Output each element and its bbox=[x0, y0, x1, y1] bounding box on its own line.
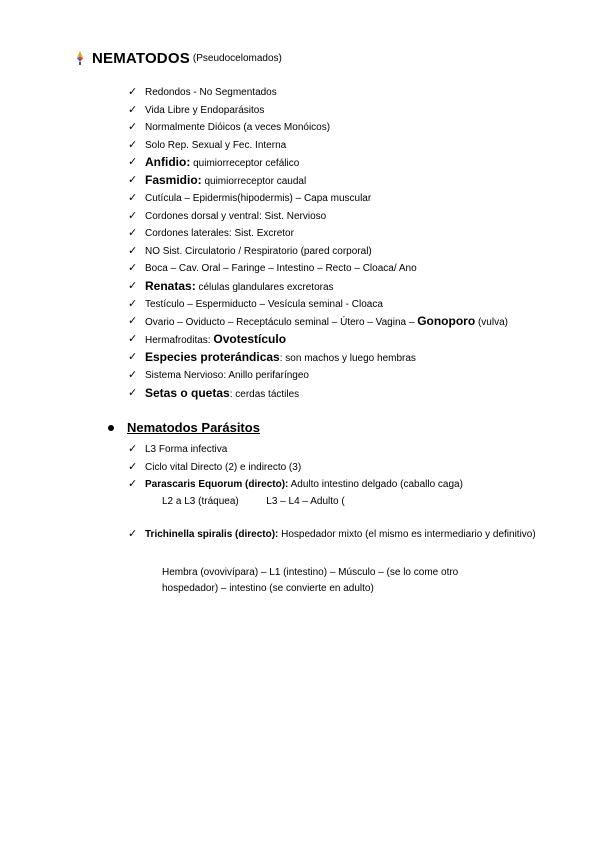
item-prefix-text: Hermafroditas: bbox=[145, 335, 214, 346]
list-item bbox=[128, 225, 568, 243]
item-text bbox=[145, 172, 306, 190]
checkmark-icon: ✓ bbox=[128, 527, 138, 540]
item-rest-text: Hospedador mixto (el mismo es intermediario y definitivo) bbox=[278, 528, 536, 540]
list-item bbox=[128, 190, 568, 208]
checkmark-icon: ✓ bbox=[128, 279, 138, 292]
item-text: Redondos - No Segmentados bbox=[145, 87, 277, 98]
list-item bbox=[128, 526, 568, 544]
checkmark-icon: ✓ bbox=[128, 244, 138, 257]
item-text: Ciclo vital Directo (2) e indirecto (3) bbox=[145, 461, 302, 473]
item-text bbox=[145, 476, 463, 493]
item-bold-text: Gonoporo bbox=[417, 314, 476, 328]
checkmark-icon: ✓ bbox=[128, 369, 138, 381]
list-item bbox=[128, 441, 568, 459]
item-bold-text: Especies proterándicas bbox=[145, 350, 280, 364]
checkmark-icon: ✓ bbox=[128, 351, 138, 363]
paragraph-line: Hembra (ovovivípara) – L1 (intestino) – Músculo – (se lo come otro bbox=[162, 567, 459, 578]
item-bold-text: Setas o quetas bbox=[145, 385, 230, 400]
parasites-list bbox=[128, 441, 568, 543]
item-text: Vida Libre y Endoparásitos bbox=[145, 104, 265, 116]
list-item bbox=[128, 313, 568, 331]
stage-text: L3 – L4 – Adulto ( bbox=[266, 495, 345, 507]
checkmark-icon: ✓ bbox=[128, 478, 138, 490]
list-item bbox=[128, 459, 568, 477]
list-item bbox=[128, 119, 568, 137]
colorful-arrow-bullet-icon bbox=[72, 50, 88, 66]
item-text: Cutícula – Epidermis(hipodermis) – Capa muscular bbox=[145, 193, 372, 204]
item-rest-text: (vulva) bbox=[475, 317, 508, 328]
list-item bbox=[128, 243, 568, 261]
checkmark-icon: ✓ bbox=[128, 156, 138, 168]
checkmark-icon: ✓ bbox=[128, 121, 138, 133]
item-rest-text: Adulto intestino delgado (caballo caga) bbox=[288, 479, 463, 490]
list-item bbox=[128, 208, 568, 226]
list-item bbox=[128, 137, 568, 155]
bullet-icon bbox=[108, 425, 114, 431]
list-item bbox=[128, 367, 568, 385]
item-text bbox=[145, 385, 299, 403]
item-rest-text: : son machos y luego hembras bbox=[279, 353, 416, 364]
checkmark-icon: ✓ bbox=[128, 192, 138, 204]
list-item bbox=[128, 172, 568, 190]
list-item bbox=[128, 349, 568, 367]
checkmark-icon: ✓ bbox=[128, 174, 138, 186]
item-rest-text: quimiorreceptor cefálico bbox=[190, 158, 300, 169]
checkmark-icon: ✓ bbox=[128, 386, 138, 399]
item-text: NO Sist. Circulatorio / Respiratorio (pared corporal) bbox=[145, 245, 372, 257]
item-text: Cordones dorsal y ventral: Sist. Nervioso bbox=[145, 210, 327, 222]
list-item bbox=[128, 296, 568, 314]
item-bold-text: Renatas: bbox=[145, 278, 196, 293]
characteristics-list bbox=[128, 84, 568, 403]
section-heading bbox=[108, 420, 260, 435]
item-prefix-text: Ovario – Oviducto – Receptáculo seminal – Útero – Vagina – bbox=[145, 317, 418, 328]
item-rest-text: : cerdas táctiles bbox=[229, 388, 300, 400]
item-bold-text: Fasmidio: bbox=[145, 173, 202, 187]
item-text: Sistema Nervioso: Anillo perifaríngeo bbox=[145, 370, 309, 381]
item-text bbox=[145, 526, 540, 543]
list-item bbox=[128, 278, 568, 296]
list-item bbox=[128, 260, 568, 278]
checkmark-icon: ✓ bbox=[128, 227, 138, 239]
list-item bbox=[128, 102, 568, 120]
hembra-paragraph bbox=[162, 565, 562, 597]
page-subtitle: (Pseudocelomados) bbox=[192, 52, 282, 64]
item-bold-text: Parascaris Equorum (directo): bbox=[145, 479, 289, 490]
checkmark-icon: ✓ bbox=[128, 333, 138, 345]
item-text: Testículo – Espermiducto – Vesícula seminal - Cloaca bbox=[145, 298, 383, 310]
list-item bbox=[128, 154, 568, 172]
item-bold-text: Trichinella spiralis (directo): bbox=[145, 528, 279, 540]
checkmark-icon: ✓ bbox=[128, 209, 138, 222]
item-text: Normalmente Dióicos (a veces Monóicos) bbox=[145, 122, 331, 133]
checkmark-icon: ✓ bbox=[128, 297, 138, 310]
list-item bbox=[128, 385, 568, 403]
item-text: Cordones laterales: Sist. Excretor bbox=[145, 228, 294, 239]
item-rest-text: células glandulares excretoras bbox=[195, 281, 334, 293]
item-text bbox=[145, 313, 508, 331]
checkmark-icon: ✓ bbox=[128, 315, 138, 327]
item-text bbox=[145, 154, 299, 172]
checkmark-icon: ✓ bbox=[128, 443, 138, 455]
item-text bbox=[145, 278, 334, 296]
item-text bbox=[145, 349, 416, 367]
item-bold-text: Anfidio: bbox=[145, 155, 191, 169]
item-text bbox=[145, 331, 286, 349]
checkmark-icon: ✓ bbox=[128, 262, 138, 274]
list-item bbox=[128, 476, 568, 494]
section-title: Nematodos Parásitos bbox=[127, 420, 260, 435]
list-item bbox=[128, 331, 568, 349]
item-text: Solo Rep. Sexual y Fec. Interna bbox=[145, 139, 287, 151]
item-text: Boca – Cav. Oral – Faringe – Intestino – Recto – Cloaca/ Ano bbox=[145, 263, 417, 274]
parascaris-stages bbox=[162, 494, 568, 510]
paragraph-line: hospedador) – intestino (se convierte en adulto) bbox=[162, 583, 374, 594]
checkmark-icon: ✓ bbox=[128, 460, 138, 473]
item-bold-text: Ovotestículo bbox=[213, 332, 287, 346]
checkmark-icon: ✓ bbox=[128, 138, 138, 151]
item-text: L3 Forma infectiva bbox=[145, 444, 228, 455]
checkmark-icon: ✓ bbox=[128, 103, 138, 116]
list-item bbox=[128, 84, 568, 102]
stage-text: L2 a L3 (tráquea) bbox=[162, 495, 239, 507]
page-title: NEMATODOS bbox=[92, 49, 190, 67]
checkmark-icon: ✓ bbox=[128, 86, 138, 98]
title-row bbox=[72, 47, 282, 69]
item-rest-text: quimiorreceptor caudal bbox=[201, 176, 307, 187]
